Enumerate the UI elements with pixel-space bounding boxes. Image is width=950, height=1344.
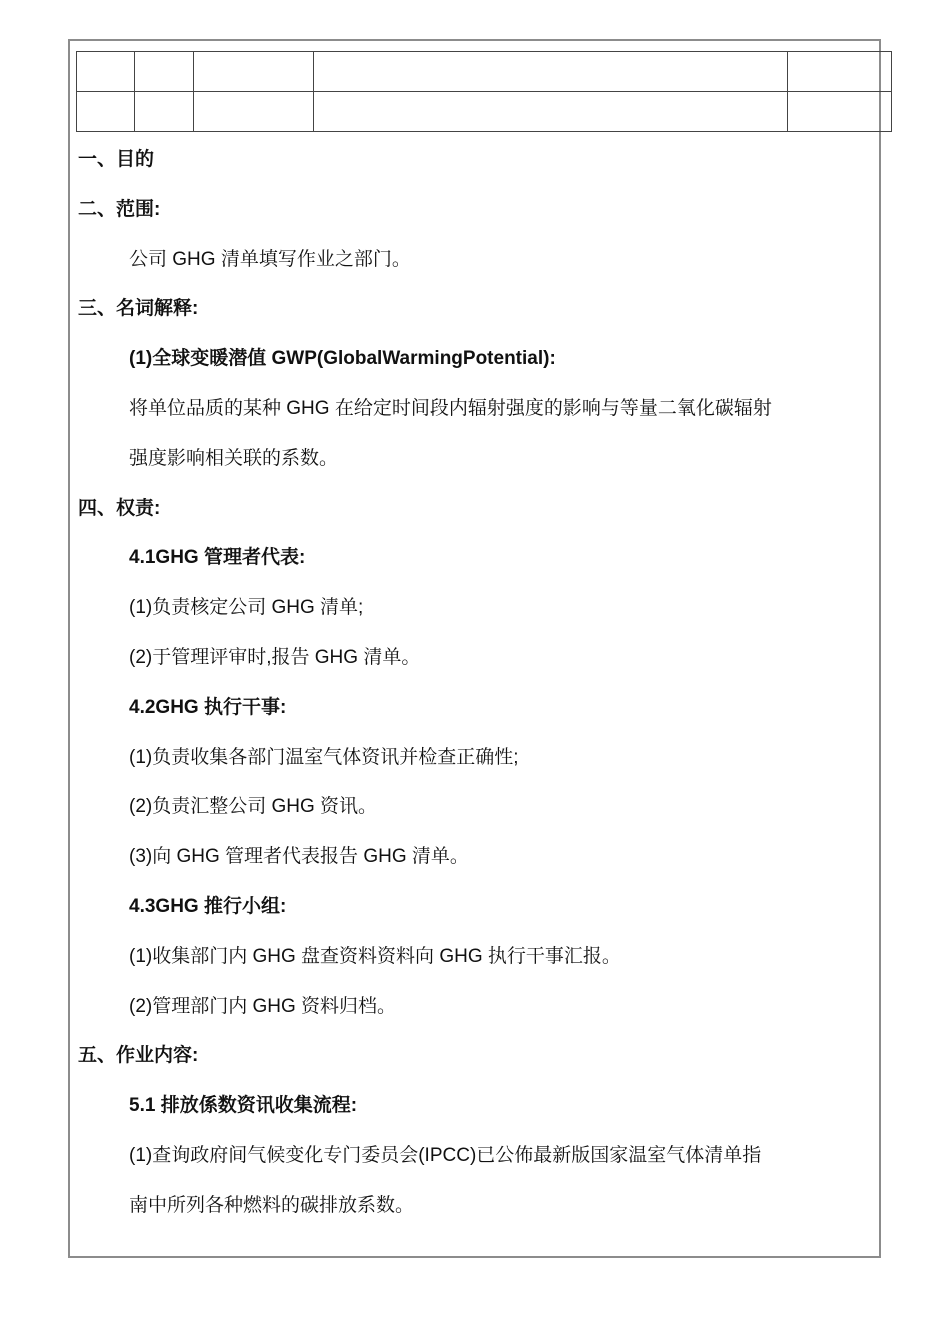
scope-text: 公司 GHG 清单填写作业之部门。 (129, 248, 411, 270)
table-cell (77, 52, 135, 92)
section-definitions-heading: 三、名词解释: (78, 298, 199, 320)
table-cell (135, 92, 194, 132)
table-cell (788, 52, 892, 92)
table-cell (194, 92, 314, 132)
emission-factor-item-line-2: 南中所列各种燃料的碳排放系数。 (129, 1194, 415, 1216)
table-cell (77, 92, 135, 132)
section-scope-heading: 二、范围: (78, 198, 161, 220)
list-item: (2)负责汇整公司 GHG 资讯。 (129, 796, 378, 818)
gwp-definition-line-1: 将单位品质的某种 GHG 在给定时间段内辐射强度的影响与等量二氧化碳辐射 (129, 397, 772, 419)
table-cell (135, 52, 194, 92)
table-cell (788, 92, 892, 132)
list-item: (3)向 GHG 管理者代表报告 GHG 清单。 (129, 846, 469, 868)
emission-factor-item-line-1: (1)查询政府间气候变化专门委员会(IPCC)已公佈最新版国家温室气体清单指 (129, 1144, 762, 1166)
emission-factor-process-heading: 5.1 排放係数资讯收集流程: (129, 1095, 358, 1117)
list-item: (1)负责核定公司 GHG 清单; (129, 597, 364, 619)
gwp-definition-line-2: 强度影响相关联的系数。 (129, 447, 339, 469)
ghg-manager-heading: 4.1GHG 管理者代表: (129, 547, 306, 569)
table-cell (194, 52, 314, 92)
ghg-team-heading: 4.3GHG 推行小组: (129, 895, 287, 917)
table-row (77, 92, 892, 132)
ghg-executive-heading: 4.2GHG 执行干事: (129, 696, 287, 718)
list-item: (1)收集部门内 GHG 盘查资料资料向 GHG 执行干事汇报。 (129, 945, 621, 967)
section-operations-heading: 五、作业内容: (78, 1045, 199, 1067)
table-cell (314, 52, 788, 92)
section-responsibilities-heading: 四、权责: (78, 497, 161, 519)
list-item: (2)管理部门内 GHG 资料归档。 (129, 995, 397, 1017)
section-purpose-heading: 一、目的 (78, 149, 155, 170)
gwp-term-heading: (1)全球变暖潜值 GWP(GlobalWarmingPotential): (129, 348, 556, 370)
table-row (77, 52, 892, 92)
document-header-table (76, 51, 892, 132)
table-cell (314, 92, 788, 132)
list-item: (2)于管理评审时,报告 GHG 清单。 (129, 646, 421, 668)
list-item: (1)负责收集各部门温室气体资讯并检查正确性; (129, 746, 519, 768)
document-body (78, 135, 878, 1231)
